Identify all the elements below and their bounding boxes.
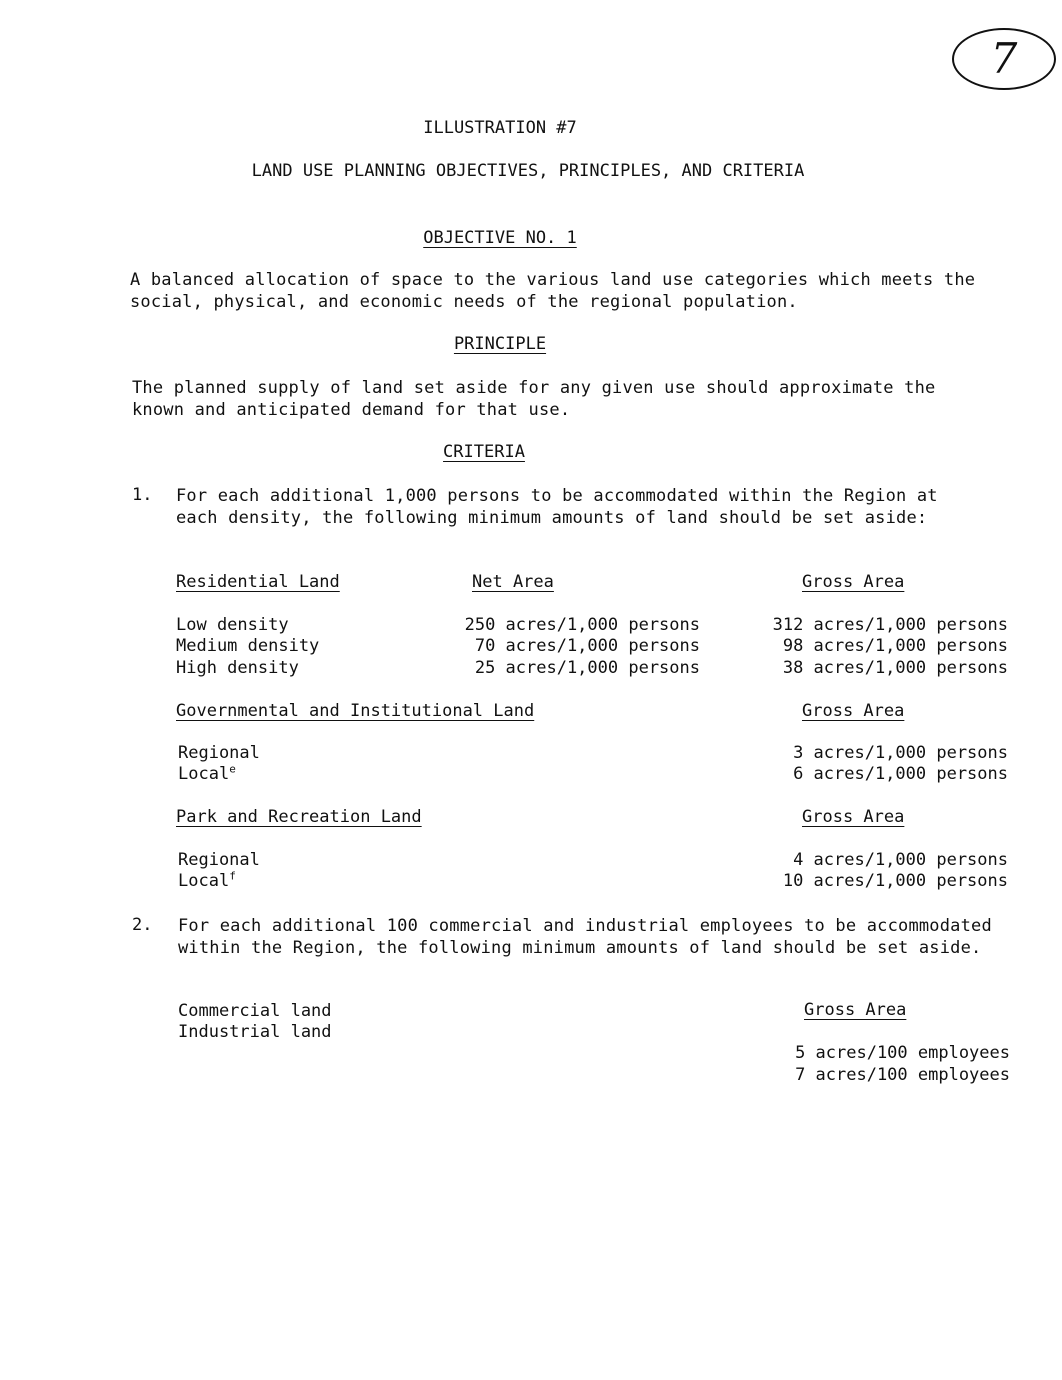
criterion-1-number: 1. [132, 485, 153, 505]
governmental-row-label: Local$^e$ [178, 762, 236, 784]
commercial-value: 5 acres/100 employees [795, 1043, 1010, 1063]
residential-row-gross: 312 acres/1,000 persons [772, 615, 1008, 635]
industrial-label: Industrial land [178, 1022, 332, 1042]
objective-text: A balanced allocation of space to the various land use categories which meets the social, physical, and economic needs of the regional population. [130, 270, 976, 312]
illustration-label: ILLUSTRATION #7 [423, 118, 577, 138]
principle-text: The planned supply of land set aside for any given use should approximate the known and anticipated demand for that use. [132, 378, 936, 420]
criterion-2-number: 2. [132, 915, 153, 935]
park-row-gross: 4 acres/1,000 persons [793, 850, 1008, 870]
residential-row-label: High density [176, 658, 299, 678]
residential-row-net: 25 acres/1,000 persons [474, 658, 700, 678]
principle-heading: PRINCIPLE [453, 334, 547, 354]
governmental-row-gross: 3 acres/1,000 persons [793, 743, 1008, 763]
industrial-value: 7 acres/100 employees [795, 1065, 1010, 1085]
residential-row-label: Low density [176, 615, 289, 635]
gross-area-heading: Gross Area [802, 572, 905, 592]
residential-heading: Residential Land [176, 572, 340, 592]
criterion-2-text: For each additional 100 commercial and industrial employees to be accommodated within the Region, the following minimum amounts of land should be set aside. [178, 916, 992, 958]
criteria-heading: CRITERIA [443, 442, 525, 462]
gross-area-heading: Gross Area [802, 701, 905, 721]
criterion-1-text: For each additional 1,000 persons to be accommodated within the Region at each density, the following minimum amounts of land should be set aside: [176, 486, 938, 528]
net-area-heading: Net Area [472, 572, 554, 592]
page-number-badge: 7 [952, 28, 1056, 90]
gross-area-heading: Gross Area [802, 807, 905, 827]
page-title: LAND USE PLANNING OBJECTIVES, PRINCIPLES, AND CRITERIA [251, 161, 805, 181]
park-heading: Park and Recreation Land [176, 807, 422, 827]
governmental-row-gross: 6 acres/1,000 persons [793, 764, 1008, 784]
park-row-label: Local$^f$ [178, 869, 236, 891]
commercial-label: Commercial land [178, 1001, 332, 1021]
park-row-gross: 10 acres/1,000 persons [782, 871, 1008, 891]
governmental-heading: Governmental and Institutional Land [176, 701, 535, 721]
residential-row-net: 250 acres/1,000 persons [464, 615, 700, 635]
residential-row-gross: 38 acres/1,000 persons [782, 658, 1008, 678]
objective-heading: OBJECTIVE NO. 1 [423, 228, 577, 248]
gross-area-heading: Gross Area [804, 1000, 907, 1020]
park-row-label: Regional [178, 850, 260, 870]
residential-row-net: 70 acres/1,000 persons [474, 636, 700, 656]
governmental-row-label: Regional [178, 743, 260, 763]
residential-row-gross: 98 acres/1,000 persons [782, 636, 1008, 656]
residential-row-label: Medium density [176, 636, 320, 656]
